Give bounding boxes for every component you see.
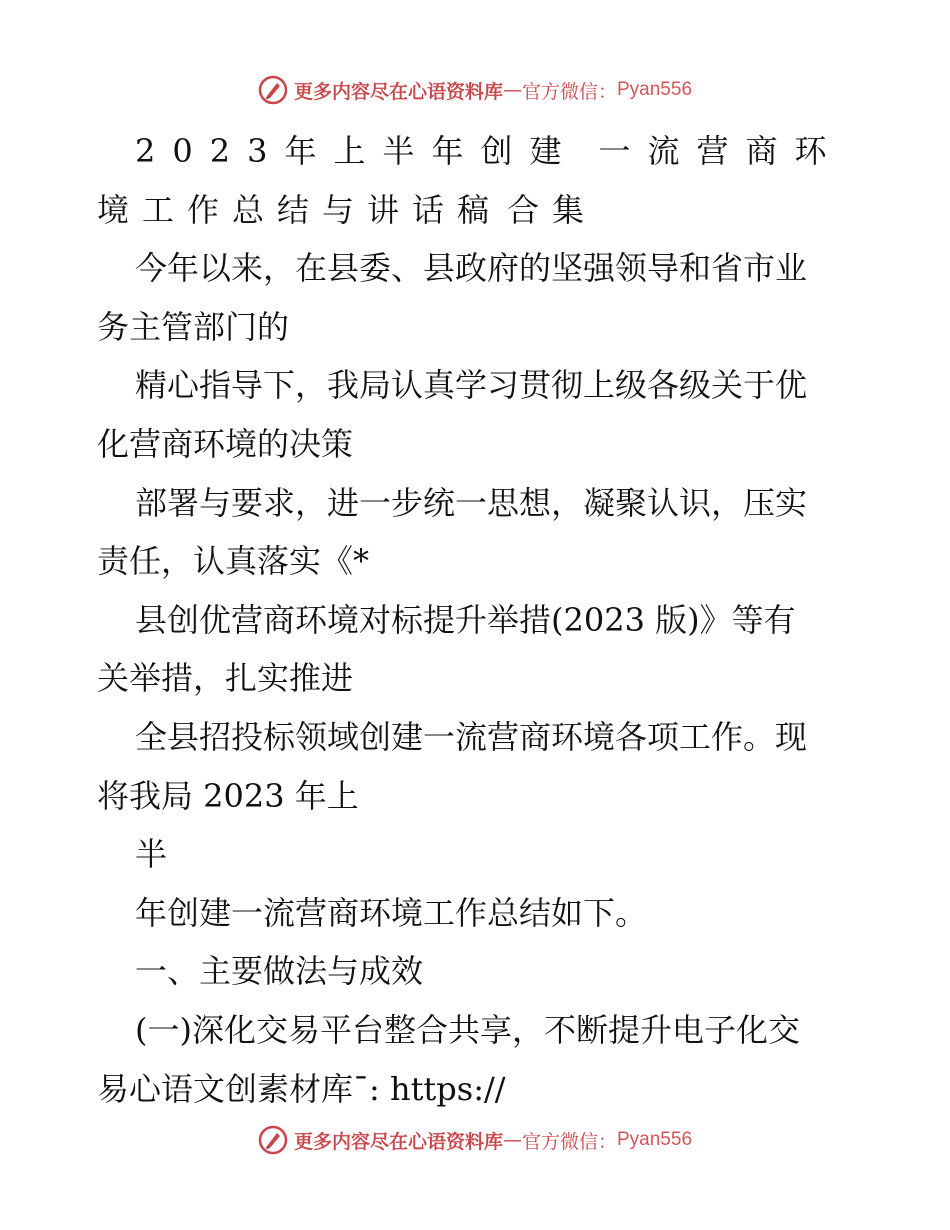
watermark-separator: — xyxy=(502,1129,522,1151)
watermark-wechat-id: Pyan556 xyxy=(617,1129,693,1150)
watermark-brand: 更多内容尽在心语资料库 xyxy=(293,80,503,103)
body-line: 将我局 2023 年上 xyxy=(97,776,359,815)
body-line: 部署与要求，进一步统一思想，凝聚认识，压实 xyxy=(135,483,808,522)
body-line: 县创优营商环境对标提升举措(2023 版)》等有 xyxy=(135,600,796,639)
body-line: 全县招投标领域创建一流营商环境各项工作。现 xyxy=(135,717,808,756)
body-line: 易心语文创素材库¯: https:// xyxy=(97,1069,506,1108)
title-part-b: 一流营商环 xyxy=(598,132,844,170)
title-part-a: 2023年上半年创建 xyxy=(135,132,579,170)
watermark-brand: 更多内容尽在心语资料库 xyxy=(293,1130,503,1153)
body-line: 半 xyxy=(135,835,168,874)
body-line: 年创建一流营商环境工作总结如下。 xyxy=(135,893,648,932)
document-title-line-1 xyxy=(97,122,857,181)
body-line: 关举措，扎实推进 xyxy=(97,659,354,698)
watermark-label: 官方微信： xyxy=(521,80,617,103)
body-line: 务主管部门的 xyxy=(97,307,290,346)
document-title-line-2 xyxy=(97,181,857,240)
document-content xyxy=(97,122,857,1118)
body-line: 精心指导下，我局认真学习贯彻上级各级关于优 xyxy=(135,366,808,405)
header-watermark xyxy=(0,70,950,110)
watermark-wechat-id: Pyan556 xyxy=(617,79,693,100)
pen-logo-icon xyxy=(258,75,288,105)
body-line: 化营商环境的决策 xyxy=(97,424,354,463)
section-heading: 一、主要做法与成效 xyxy=(135,952,424,991)
subsection-heading: (一)深化交易平台整合共享，不断提升电子化交 xyxy=(135,1010,800,1049)
watermark-label: 官方微信： xyxy=(521,1130,617,1153)
body-line: 责任，认真落实《* xyxy=(97,542,370,581)
body-line: 今年以来，在县委、县政府的坚强领导和省市业 xyxy=(135,249,808,288)
title-part-d: 合集 xyxy=(507,190,598,229)
footer-watermark xyxy=(0,1120,950,1160)
watermark-separator: — xyxy=(502,79,522,101)
title-part-c: 境工作总结与讲话稿 xyxy=(97,190,503,229)
pen-logo-icon xyxy=(258,1125,288,1155)
